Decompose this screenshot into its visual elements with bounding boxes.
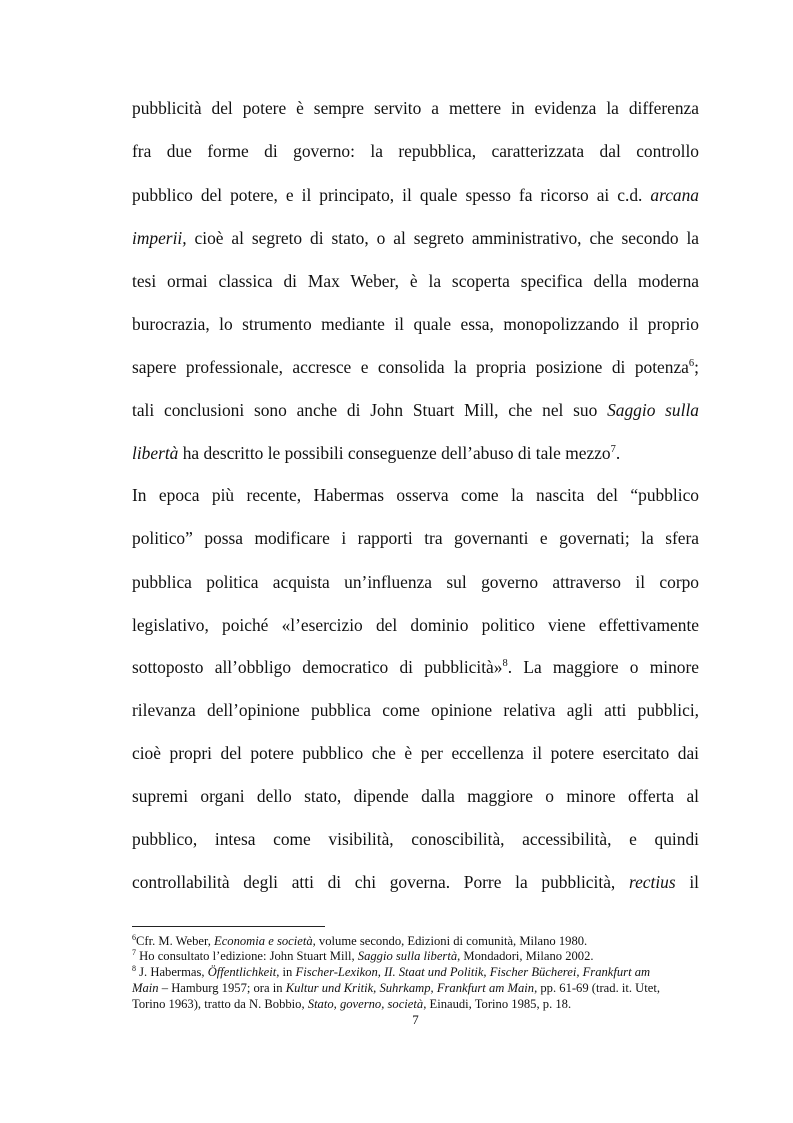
footnote-ref: 7: [610, 444, 616, 455]
footnote-7: $^7$ Ho consultato l’edizione: John Stuart Mill, Saggio sulla libertà, Mondadori, Milano 2002.: [132, 948, 594, 963]
footnote-ref: 8: [502, 658, 508, 669]
page-number: 7: [412, 1012, 419, 1027]
text-line: supremi organi dello stato, dipende dalla maggiore o minore offerta al: [132, 786, 699, 806]
text-line: imperii, cioè al segreto di stato, o al segreto amministrativo, che secondo la: [132, 228, 699, 248]
footnote-8-cont: Torino 1963), tratto da N. Bobbio, Stato, governo, società, Einaudi, Torino 1985, p. 18.: [132, 997, 572, 1011]
text-line: politico” possa modificare i rapporti tra governanti e governati; la sfera: [132, 528, 699, 548]
text-line: pubblicità del potere è sempre servito a mettere in evidenza la differenza: [132, 98, 699, 118]
text-line: rilevanza dell’opinione pubblica come opinione relativa agli atti pubblici,: [132, 700, 699, 720]
text-line: tesi ormai classica di Max Weber, è la scoperta specifica della moderna: [132, 271, 699, 291]
text-line: libertà ha descritto le possibili conseguenze dell’abuso di tale mezzo$^7$.: [132, 443, 621, 463]
text-line: fra due forme di governo: la repubblica, caratterizzata dal controllo: [132, 141, 699, 161]
footnote-8-cont: Main – Hamburg 1957; ora in Kultur und Kritik, Suhrkamp, Frankfurt am Main, pp. 61-69 (trad. it. Utet,: [132, 981, 660, 995]
text-line: pubblico del potere, e il principato, il quale spesso fa ricorso ai c.d. arcana: [132, 185, 699, 205]
footnote-6: $^6$Cfr. M. Weber, Economia e società, volume secondo, Edizioni di comunità, Milano 1980.: [132, 933, 588, 948]
footnote-divider: [132, 926, 325, 927]
text-line: sottoposto all’obbligo democratico di pubblicità»$^8$. La maggiore o minore: [132, 657, 699, 677]
text-line: In epoca più recente, Habermas osserva come la nascita del “pubblico: [132, 485, 699, 505]
text-line: sapere professionale, accresce e consolida la propria posizione di potenza$^6$;: [132, 357, 699, 377]
text-line: cioè propri del potere pubblico che è per eccellenza il potere esercitato dai: [132, 743, 699, 763]
text-line: pubblica politica acquista un’influenza sul governo attraverso il corpo: [132, 572, 699, 592]
text-line: controllabilità degli atti di chi governa. Porre la pubblicità, rectius il: [132, 872, 699, 892]
text-line: burocrazia, lo strumento mediante il quale essa, monopolizzando il proprio: [132, 314, 699, 334]
footnote-ref: 6: [688, 358, 695, 369]
text-line: legislativo, poiché «l’esercizio del dominio politico viene effettivamente: [132, 615, 699, 635]
footnote-8: $^8$ J. Habermas, Öffentlichkeit, in Fischer-Lexikon, II. Staat und Politik, Fischer Bücherei, Frankfurt am: [132, 964, 651, 979]
text-line: tali conclusioni sono anche di John Stuart Mill, che nel suo Saggio sulla: [132, 400, 699, 420]
text-line: pubblico, intesa come visibilità, conoscibilità, accessibilità, e quindi: [132, 829, 699, 849]
